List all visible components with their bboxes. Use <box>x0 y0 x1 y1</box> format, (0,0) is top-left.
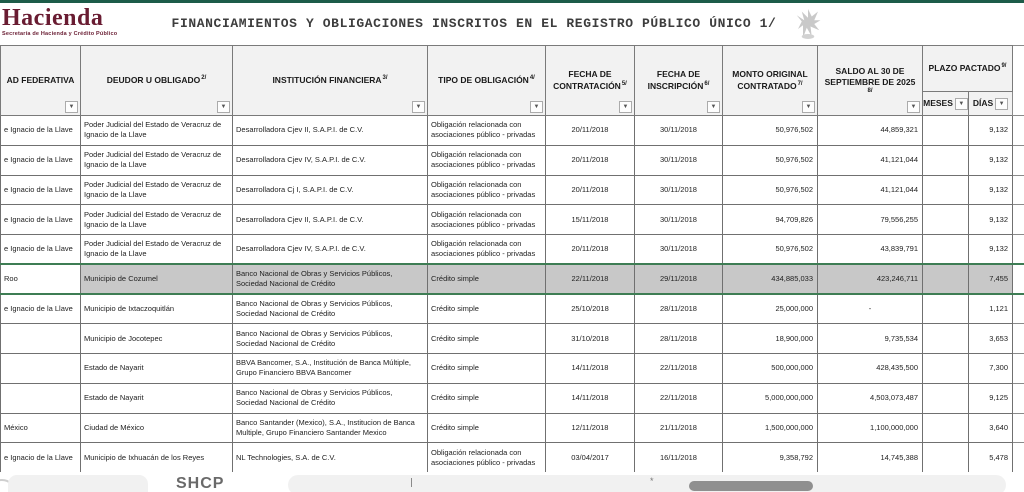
cell-monto-original[interactable]: 9,358,792 <box>723 443 818 473</box>
cell-plazo-dias[interactable]: 7,455 <box>969 264 1013 294</box>
cell-plazo-dias[interactable]: 5,478 <box>969 443 1013 473</box>
table-row <box>1 294 1024 324</box>
cell-monto-original[interactable]: 18,900,000 <box>723 324 818 354</box>
cell-empty <box>1013 116 1024 146</box>
hacienda-logo <box>2 6 152 37</box>
col-header-tipo-obligacion[interactable] <box>428 46 546 116</box>
cell-plazo-dias[interactable]: 9,132 <box>969 205 1013 235</box>
table-row <box>1 264 1024 294</box>
cell-saldo[interactable]: 41,121,044 <box>818 175 923 205</box>
col-header-entidad-federativa[interactable] <box>1 46 81 116</box>
col-label: DEUDOR U OBLIGADO <box>106 74 201 85</box>
cell-institucion-financiera[interactable]: Banco Nacional de Obras y Servicios Públicos, Sociedad Nacional de Crédito <box>233 264 428 294</box>
cell-plazo-meses[interactable] <box>923 235 969 265</box>
cell-fecha-contratacion[interactable]: 14/11/2018 <box>546 383 635 413</box>
cell-fecha-contratacion[interactable]: 03/04/2017 <box>546 443 635 473</box>
cell-saldo[interactable]: 41,121,044 <box>818 145 923 175</box>
cell-plazo-meses[interactable] <box>923 205 969 235</box>
cell-tipo-obligacion[interactable]: Crédito simple <box>428 324 546 354</box>
cell-entidad-federativa[interactable]: e Ignacio de la Llave <box>1 294 81 324</box>
cell-plazo-dias[interactable]: 3,640 <box>969 413 1013 443</box>
table-row <box>1 413 1024 443</box>
cell-empty <box>1013 354 1024 384</box>
col-label: MONTO ORIGINAL CONTRATADO <box>732 69 808 91</box>
filter-dropdown-icon[interactable]: ▼ <box>955 98 968 110</box>
cell-institucion-financiera[interactable]: Banco Nacional de Obras y Servicios Públicos, Sociedad Nacional de Crédito <box>233 383 428 413</box>
asterisk-mark: * <box>650 476 654 486</box>
cell-monto-original[interactable]: 50,976,502 <box>723 116 818 146</box>
col-header-fecha-contratacion[interactable] <box>546 46 635 116</box>
cell-entidad-federativa[interactable] <box>1 324 81 354</box>
cell-saldo[interactable]: 1,100,000,000 <box>818 413 923 443</box>
cell-saldo[interactable]: - <box>818 294 923 324</box>
horizontal-scrollbar-track[interactable] <box>288 475 1006 492</box>
sheet-tab-bar <box>0 472 1024 492</box>
cell-monto-original[interactable]: 434,885,033 <box>723 264 818 294</box>
filter-dropdown-icon[interactable]: ▼ <box>995 98 1008 110</box>
cell-saldo[interactable]: 44,859,321 <box>818 116 923 146</box>
table-body <box>1 116 1024 473</box>
cell-fecha-contratacion[interactable]: 20/11/2018 <box>546 175 635 205</box>
cell-deudor[interactable]: Poder Judicial del Estado de Veracruz de Ignacio de la Llave <box>81 235 233 265</box>
cell-entidad-federativa[interactable]: e Ignacio de la Llave <box>1 235 81 265</box>
col-label: FECHA DE CONTRATACIÓN <box>553 69 621 91</box>
cell-empty <box>1013 294 1024 324</box>
cell-fecha-inscripcion[interactable]: 22/11/2018 <box>635 383 723 413</box>
cell-tipo-obligacion[interactable]: Obligación relacionada con asociaciones público - privadas <box>428 205 546 235</box>
cell-plazo-dias[interactable]: 7,300 <box>969 354 1013 384</box>
filter-dropdown-icon[interactable]: ▼ <box>619 101 632 113</box>
table-header <box>1 46 1024 116</box>
cell-fecha-contratacion[interactable]: 20/11/2018 <box>546 235 635 265</box>
table-row <box>1 205 1024 235</box>
table-row <box>1 383 1024 413</box>
col-header-monto-original[interactable] <box>723 46 818 116</box>
cell-entidad-federativa[interactable]: e Ignacio de la Llave <box>1 443 81 473</box>
table-row <box>1 175 1024 205</box>
cell-empty <box>1013 145 1024 175</box>
cell-saldo[interactable]: 14,745,388 <box>818 443 923 473</box>
sheet-tab-shcp[interactable]: SHCP <box>176 475 225 492</box>
cell-institucion-financiera[interactable]: Desarrolladora Cjev II, S.A.P.I. de C.V. <box>233 205 428 235</box>
footnote-marker: 5/ <box>621 80 627 87</box>
cell-fecha-contratacion[interactable]: 25/10/2018 <box>546 294 635 324</box>
cell-plazo-meses[interactable] <box>923 175 969 205</box>
table-row <box>1 443 1024 473</box>
cell-plazo-meses[interactable] <box>923 413 969 443</box>
filter-dropdown-icon[interactable]: ▼ <box>412 101 425 113</box>
table-row <box>1 116 1024 146</box>
cell-saldo[interactable]: 428,435,500 <box>818 354 923 384</box>
cell-empty <box>1013 205 1024 235</box>
cell-deudor[interactable]: Poder Judicial del Estado de Veracruz de Ignacio de la Llave <box>81 116 233 146</box>
cell-plazo-meses[interactable] <box>923 145 969 175</box>
footnote-marker: 7/ <box>797 80 803 87</box>
filter-dropdown-icon[interactable]: ▼ <box>707 101 720 113</box>
coat-of-arms-icon <box>793 7 823 41</box>
cell-deudor[interactable]: Municipio de Jocotepec <box>81 324 233 354</box>
filter-dropdown-icon[interactable]: ▼ <box>802 101 815 113</box>
cell-monto-original[interactable]: 1,500,000,000 <box>723 413 818 443</box>
cell-monto-original[interactable]: 25,000,000 <box>723 294 818 324</box>
cell-entidad-federativa[interactable]: e Ignacio de la Llave <box>1 145 81 175</box>
cell-deudor[interactable]: Municipio de Cozumel <box>81 264 233 294</box>
col-header-deudor[interactable] <box>81 46 233 116</box>
cell-institucion-financiera[interactable]: Banco Nacional de Obras y Servicios Públicos, Sociedad Nacional de Crédito <box>233 294 428 324</box>
page-title: FINANCIAMIENTOS Y OBLIGACIONES INSCRITOS EN EL REGISTRO PÚBLICO ÚNICO 1/ <box>171 16 777 31</box>
cell-fecha-contratacion[interactable]: 31/10/2018 <box>546 324 635 354</box>
cell-fecha-inscripcion[interactable]: 30/11/2018 <box>635 175 723 205</box>
cell-plazo-meses[interactable] <box>923 383 969 413</box>
horizontal-scrollbar-thumb[interactable] <box>689 481 813 491</box>
cell-saldo[interactable]: 423,246,711 <box>818 264 923 294</box>
cell-plazo-dias[interactable]: 9,125 <box>969 383 1013 413</box>
cell-entidad-federativa[interactable]: e Ignacio de la Llave <box>1 205 81 235</box>
filter-dropdown-icon[interactable]: ▼ <box>217 101 230 113</box>
cell-deudor[interactable]: Estado de Nayarit <box>81 354 233 384</box>
cell-fecha-inscripcion[interactable]: 30/11/2018 <box>635 116 723 146</box>
cell-entidad-federativa[interactable]: Roo <box>1 264 81 294</box>
col-label: INSTITUCIÓN FINANCIERA <box>272 74 382 85</box>
footnote-marker: 4/ <box>529 75 535 82</box>
cell-empty <box>1013 175 1024 205</box>
col-label: PLAZO PACTADO <box>928 62 1001 73</box>
cell-deudor[interactable]: Estado de Nayarit <box>81 383 233 413</box>
cell-deudor[interactable]: Poder Judicial del Estado de Veracruz de Ignacio de la Llave <box>81 145 233 175</box>
cell-fecha-inscripcion[interactable]: 29/11/2018 <box>635 264 723 294</box>
cell-plazo-meses[interactable] <box>923 324 969 354</box>
cursor-mark <box>411 478 412 487</box>
filter-dropdown-icon[interactable]: ▼ <box>530 101 543 113</box>
footnote-marker: 8/ <box>867 87 873 94</box>
cell-plazo-dias[interactable]: 9,132 <box>969 116 1013 146</box>
cell-saldo[interactable]: 9,735,534 <box>818 324 923 354</box>
cell-saldo[interactable]: 43,839,791 <box>818 235 923 265</box>
cell-institucion-financiera[interactable]: Banco Nacional de Obras y Servicios Públicos, Sociedad Nacional de Crédito <box>233 324 428 354</box>
footnote-marker: 6/ <box>704 80 710 87</box>
cell-fecha-inscripcion[interactable]: 28/11/2018 <box>635 294 723 324</box>
col-header-plazo-dias[interactable] <box>969 92 1013 116</box>
filter-dropdown-icon[interactable]: ▼ <box>65 101 78 113</box>
cell-fecha-inscripcion[interactable]: 22/11/2018 <box>635 354 723 384</box>
cell-fecha-contratacion[interactable]: 14/11/2018 <box>546 354 635 384</box>
table-row <box>1 235 1024 265</box>
col-label: AD FEDERATIVA <box>6 74 75 85</box>
cell-empty <box>1013 324 1024 354</box>
cell-plazo-meses[interactable] <box>923 294 969 324</box>
cell-fecha-contratacion[interactable]: 15/11/2018 <box>546 205 635 235</box>
cell-institucion-financiera[interactable]: BBVA Bancomer, S.A., Institución de Banca Múltiple, Grupo Financiero BBVA Bancomer <box>233 354 428 384</box>
cell-tipo-obligacion[interactable]: Crédito simple <box>428 413 546 443</box>
cell-fecha-inscripcion[interactable]: 30/11/2018 <box>635 145 723 175</box>
cell-fecha-contratacion[interactable]: 12/11/2018 <box>546 413 635 443</box>
footnote-marker: 2/ <box>201 75 207 82</box>
report-header <box>0 3 1024 45</box>
col-header-saldo[interactable] <box>818 46 923 116</box>
cell-plazo-dias[interactable]: 1,121 <box>969 294 1013 324</box>
cell-monto-original[interactable]: 50,976,502 <box>723 175 818 205</box>
cell-monto-original[interactable]: 50,976,502 <box>723 235 818 265</box>
table-row <box>1 354 1024 384</box>
col-header-plazo-pactado[interactable] <box>923 46 1013 92</box>
cell-monto-original[interactable]: 94,709,826 <box>723 205 818 235</box>
cell-fecha-inscripcion[interactable]: 30/11/2018 <box>635 235 723 265</box>
cell-fecha-inscripcion[interactable]: 16/11/2018 <box>635 443 723 473</box>
col-label: DÍAS <box>972 97 994 108</box>
cell-empty <box>1013 443 1024 473</box>
cell-tipo-obligacion[interactable]: Obligación relacionada con asociaciones público - privadas <box>428 116 546 146</box>
cell-institucion-financiera[interactable]: Desarrolladora Cj I, S.A.P.I. de C.V. <box>233 175 428 205</box>
cell-monto-original[interactable]: 5,000,000,000 <box>723 383 818 413</box>
col-header-plazo-meses[interactable] <box>923 92 969 116</box>
cell-plazo-meses[interactable] <box>923 264 969 294</box>
col-label: SALDO AL 30 DE SEPTIEMBRE DE 2025 <box>824 65 916 87</box>
cell-entidad-federativa[interactable] <box>1 354 81 384</box>
cell-plazo-dias[interactable]: 9,132 <box>969 145 1013 175</box>
cell-tipo-obligacion[interactable]: Crédito simple <box>428 264 546 294</box>
filter-dropdown-icon[interactable]: ▼ <box>907 101 920 113</box>
cell-plazo-meses[interactable] <box>923 354 969 384</box>
cell-plazo-meses[interactable] <box>923 116 969 146</box>
footnote-marker: 3/ <box>382 75 388 82</box>
brand-name: Hacienda <box>2 5 104 31</box>
empty-column-header <box>1013 46 1024 116</box>
cell-saldo[interactable]: 79,556,255 <box>818 205 923 235</box>
cell-empty <box>1013 235 1024 265</box>
table-row <box>1 324 1024 354</box>
cell-fecha-inscripcion[interactable]: 28/11/2018 <box>635 324 723 354</box>
cell-deudor[interactable]: Ciudad de México <box>81 413 233 443</box>
cell-tipo-obligacion[interactable]: Crédito simple <box>428 294 546 324</box>
cell-deudor[interactable]: Municipio de Ixtaczoquitlán <box>81 294 233 324</box>
table-row <box>1 145 1024 175</box>
cell-plazo-dias[interactable]: 9,132 <box>969 175 1013 205</box>
cell-saldo[interactable]: 4,503,073,487 <box>818 383 923 413</box>
cell-plazo-dias[interactable]: 9,132 <box>969 235 1013 265</box>
cell-tipo-obligacion[interactable]: Obligación relacionada con asociaciones público - privadas <box>428 235 546 265</box>
cell-plazo-meses[interactable] <box>923 443 969 473</box>
cell-institucion-financiera[interactable]: NL Technologies, S.A. de C.V. <box>233 443 428 473</box>
cell-deudor[interactable]: Municipio de Ixhuacán de los Reyes <box>81 443 233 473</box>
cell-deudor[interactable]: Poder Judicial del Estado de Veracruz de Ignacio de la Llave <box>81 175 233 205</box>
cell-tipo-obligacion[interactable]: Obligación relacionada con asociaciones público - privadas <box>428 145 546 175</box>
cell-fecha-contratacion[interactable]: 22/11/2018 <box>546 264 635 294</box>
cell-entidad-federativa[interactable]: México <box>1 413 81 443</box>
cell-tipo-obligacion[interactable]: Obligación relacionada con asociaciones público - privadas <box>428 175 546 205</box>
cell-fecha-contratacion[interactable]: 20/11/2018 <box>546 116 635 146</box>
col-header-institucion[interactable] <box>233 46 428 116</box>
cell-deudor[interactable]: Poder Judicial del Estado de Veracruz de Ignacio de la Llave <box>81 205 233 235</box>
footnote-marker: 9/ <box>1001 63 1007 70</box>
col-label: TIPO DE OBLIGACIÓN <box>438 74 529 85</box>
cell-entidad-federativa[interactable]: e Ignacio de la Llave <box>1 116 81 146</box>
col-label: MESES <box>923 97 953 108</box>
col-label: FECHA DE INSCRIPCIÓN <box>647 69 704 91</box>
cell-tipo-obligacion[interactable]: Crédito simple <box>428 354 546 384</box>
sheet-tab-blank[interactable] <box>8 475 148 492</box>
registro-publico-table <box>0 45 1024 473</box>
cell-monto-original[interactable]: 500,000,000 <box>723 354 818 384</box>
brand-subtitle: Secretaría de Hacienda y Crédito Público <box>2 31 118 37</box>
cell-institucion-financiera[interactable]: Banco Santander (Mexico), S.A., Institucion de Banca Multiple, Grupo Financiero Santander Mexico <box>233 413 428 443</box>
col-header-fecha-inscripcion[interactable] <box>635 46 723 116</box>
cell-institucion-financiera[interactable]: Desarrolladora Cjev IV, S.A.P.I. de C.V. <box>233 235 428 265</box>
cell-tipo-obligacion[interactable]: Crédito simple <box>428 383 546 413</box>
cell-monto-original[interactable]: 50,976,502 <box>723 145 818 175</box>
cell-empty <box>1013 413 1024 443</box>
cell-fecha-inscripcion[interactable]: 21/11/2018 <box>635 413 723 443</box>
cell-institucion-financiera[interactable]: Desarrolladora Cjev II, S.A.P.I. de C.V. <box>233 116 428 146</box>
cell-fecha-inscripcion[interactable]: 30/11/2018 <box>635 205 723 235</box>
cell-plazo-dias[interactable]: 3,653 <box>969 324 1013 354</box>
cell-entidad-federativa[interactable] <box>1 383 81 413</box>
cell-entidad-federativa[interactable]: e Ignacio de la Llave <box>1 175 81 205</box>
cell-empty <box>1013 264 1024 294</box>
cell-empty <box>1013 383 1024 413</box>
cell-fecha-contratacion[interactable]: 20/11/2018 <box>546 145 635 175</box>
cell-institucion-financiera[interactable]: Desarrolladora Cjev IV, S.A.P.I. de C.V. <box>233 145 428 175</box>
cell-tipo-obligacion[interactable]: Obligación relacionada con asociaciones público - privadas <box>428 443 546 473</box>
